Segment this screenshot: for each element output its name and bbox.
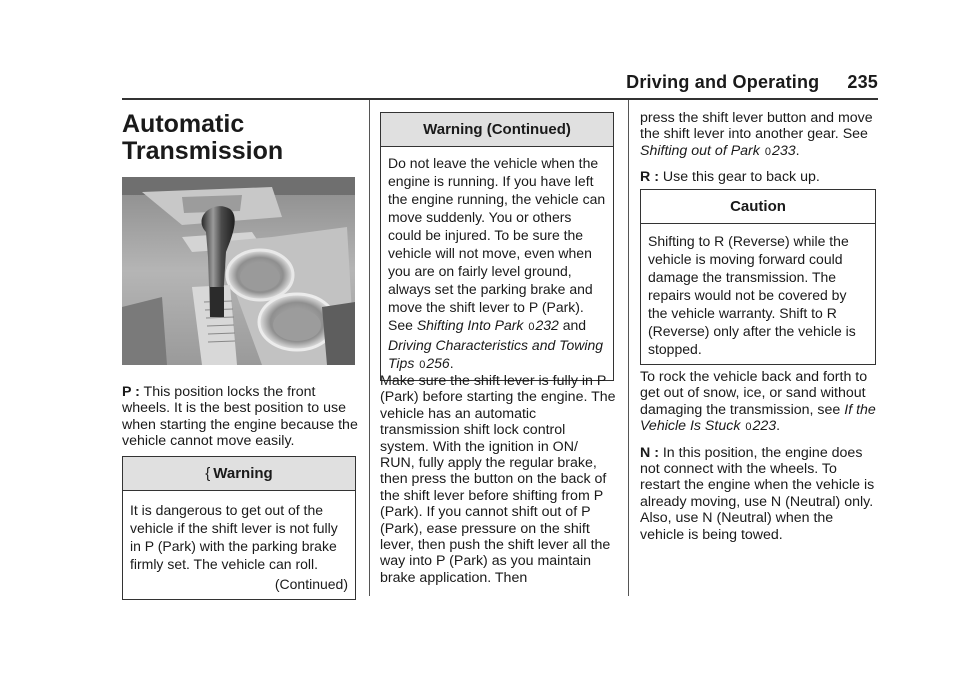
page-header [626, 72, 878, 93]
warning-title: Warning [213, 465, 273, 482]
continued-label: (Continued) [274, 576, 348, 593]
warning-continued-body: Do not leave the vehicle when the engine is running. If you have left the engine running, the vehicle can move suddenly. You or others could be injured. To be sure the vehicle will not move, even when you are on fairly level ground, always set the parking brake and move the shift lever to P (Park). See Shifting Into Park 0232 and Driving Characteristics and Towing Tips 0256. [388, 155, 606, 372]
section-title: Driving and Operating [626, 72, 820, 92]
reverse-text: Use this gear to back up. [658, 169, 820, 186]
page-title [122, 111, 356, 165]
warning-icon: { [205, 465, 211, 482]
ref-arrow-icon: 0 [419, 359, 426, 372]
ref-shifting-into-park[interactable]: Shifting Into Park [416, 317, 524, 334]
caution-warranty-text: repairs would not be covered by the vehicle warranty. [648, 287, 847, 322]
caution-box [640, 189, 876, 365]
column-1 [122, 111, 356, 165]
caution-text: Shifting to R (Reverse) while the vehicle is moving forward could damage the transmission. The repairs would not be covered by the vehicle warranty. Shift to R (Reverse) only after the vehicle is stopped. [648, 233, 856, 358]
park-key: P : [122, 384, 140, 400]
ref-page-232[interactable]: 232 [535, 317, 559, 334]
ref-vehicle-stuck[interactable]: If the Vehicle Is Stuck [640, 401, 876, 435]
neutral-text: In this position, the engine does not connect with the wheels. To restart the engine when the vehicle is already moving, use N (Neutral) only. Also, use N (Neutral) when the vehicle is being towed. [640, 444, 875, 543]
column-divider-1 [369, 100, 370, 596]
ref-shifting-out-of-park[interactable]: Shifting out of Park [640, 142, 760, 159]
warning-body [123, 491, 355, 599]
caution-body [641, 224, 875, 364]
shift-lever-photo [122, 177, 355, 365]
ref-arrow-icon: 0 [745, 421, 752, 434]
neutral-key: N : [640, 444, 659, 461]
warning-header [123, 457, 355, 491]
warning-continued-header: Warning (Continued) [381, 113, 613, 147]
warning-continued-text: Do not leave the vehicle when the engine is running. If you have left the engine running, the vehicle can move suddenly. You or others could be injured. To be sure the vehicle will not move, even when you are on fairly level ground, always set the parking brake and move the shift lever to P (Park). See [388, 155, 606, 334]
ref-page-233[interactable]: 233 [771, 142, 796, 159]
shift-lock-text: Make sure the shift lever is fully in P (Park) before starting the engine. The vehicle has an automatic transmission shift lock control system. With the ignition in ON/ RUN, fully apply the regular brake, then press the button on the back of the shift lever before shifting from P (Park). If you cannot shift out of P (Park), ease pressure on the shift lever, then push the shift lever all the way into P (Park) as you maintain brake application. Then [380, 373, 616, 586]
rock-paragraph: To rock the vehicle back and forth to get out of snow, ice, or sand without damaging the transmission, see If the Vehicle Is Stuck 0223. N : In this position, the engine does not connect with the wheels. To restart the engine when the vehicle is already moving, use N (Neutral) only. Also, use N (Neutral) when the vehicle is being towed. [640, 369, 876, 543]
title-line-2: Transmission [122, 137, 284, 165]
ref-page-223[interactable]: 223 [752, 418, 777, 435]
ref-arrow-icon: 0 [528, 321, 535, 334]
header-rule [122, 98, 878, 100]
column-3: press the shift lever button and move the shift lever into another gear. See Shifting out of Park 0233. R : Use this gear to back up. [640, 110, 873, 186]
warning-text: It is dangerous to get out of the vehicle if the shift lever is not fully in P (Park) with the parking brake firmly set. The vehicle can roll. [130, 502, 338, 573]
warning-continued-box [380, 112, 614, 381]
column-divider-2 [628, 100, 629, 596]
rock-text: To rock the vehicle back and forth to get out of snow, ice, or sand without damaging the transmission, see [640, 369, 868, 418]
shift-lever-photo-icon [122, 177, 355, 365]
ref-arrow-icon: 0 [764, 145, 771, 158]
caution-header: Caution [641, 190, 875, 224]
reverse-key: R : [640, 169, 659, 186]
park-paragraph [122, 384, 358, 450]
continued-text: press the shift lever button and move the shift lever into another gear. See [640, 110, 873, 143]
and-text: and [558, 317, 587, 334]
park-text: This position locks the front wheels. It is the best position to use when starting the engine because the vehicle cannot move easily. [122, 384, 358, 450]
warning-box [122, 456, 356, 600]
page-number: 235 [847, 72, 878, 92]
ref-page-256[interactable]: 256 [426, 355, 450, 372]
shift-lock-paragraph [380, 373, 616, 586]
title-line-1: Automatic [122, 110, 245, 138]
ref-driving-characteristics[interactable]: Driving Characteristics and Towing Tips [388, 337, 604, 372]
